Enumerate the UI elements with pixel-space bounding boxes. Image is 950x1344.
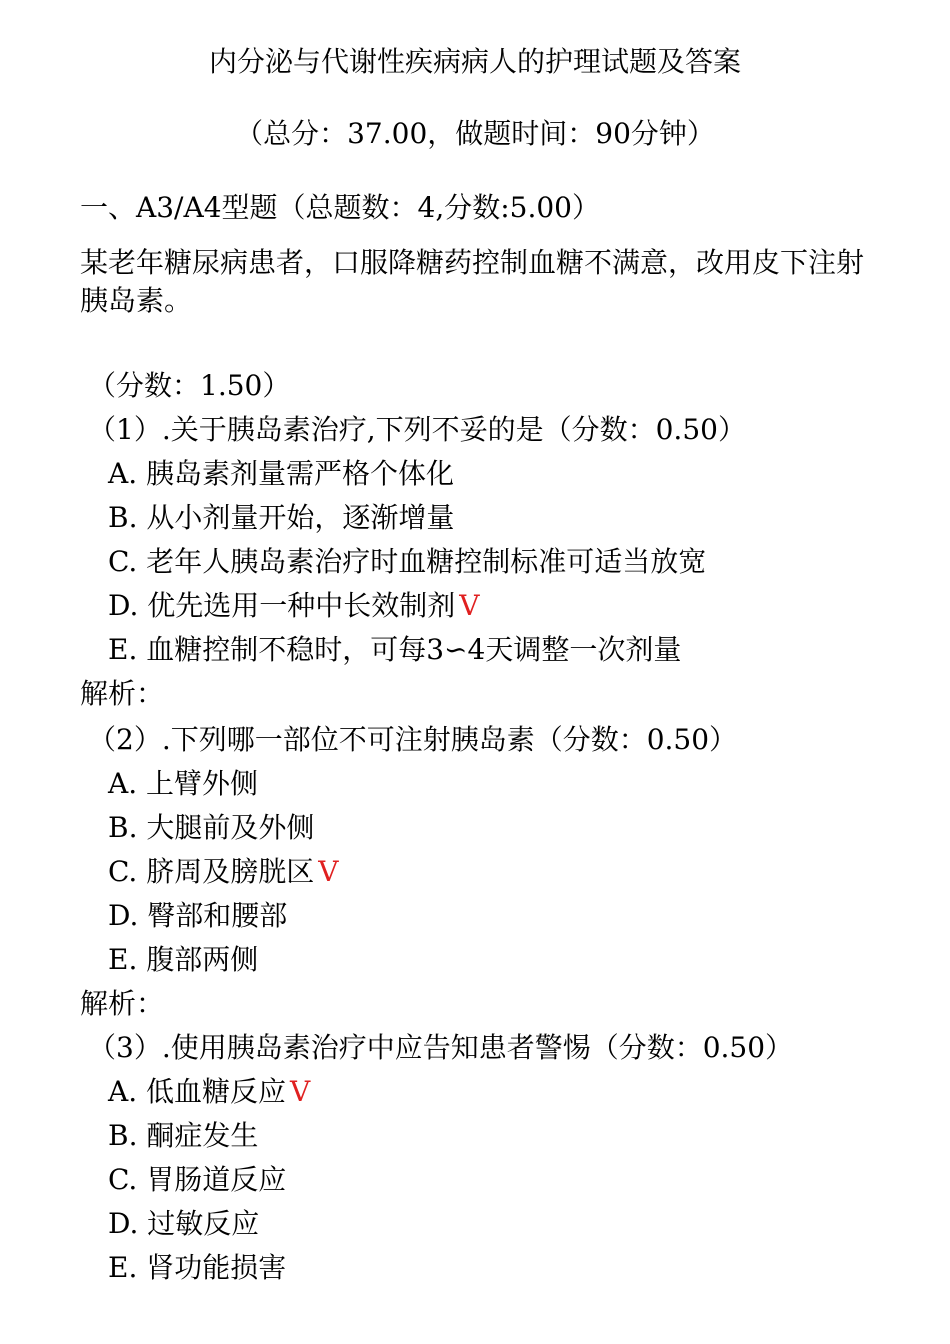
option-text: D. 臀部和腰部 bbox=[108, 899, 288, 932]
correct-answer-mark: V bbox=[459, 589, 480, 622]
option-text: E. 腹部两侧 bbox=[108, 943, 259, 976]
question-3-option-c bbox=[108, 1162, 286, 1198]
question-2-option-a bbox=[108, 766, 258, 802]
question-1-explanation-label: 解析： bbox=[80, 677, 165, 710]
question-3-stem: （3）.使用胰岛素治疗中应告知患者警惕（分数：0.50） bbox=[88, 1031, 794, 1064]
option-text: B. 酮症发生 bbox=[108, 1119, 259, 1152]
option-text: A. 胰岛素剂量需严格个体化 bbox=[108, 457, 455, 490]
option-text: C. 老年人胰岛素治疗时血糖控制标准可适当放宽 bbox=[108, 545, 707, 578]
question-2-stem: （2）.下列哪一部位不可注射胰岛素（分数：0.50） bbox=[88, 723, 738, 756]
correct-answer-mark: V bbox=[290, 1075, 311, 1108]
option-text: D. 过敏反应 bbox=[108, 1207, 260, 1240]
question-1-option-d bbox=[108, 588, 480, 624]
question-1-option-b bbox=[108, 500, 454, 536]
option-text: E. 血糖控制不稳时，可每3∽4天调整一次剂量 bbox=[108, 633, 682, 666]
group-score: （分数：1.50） bbox=[88, 369, 291, 402]
question-1-option-c bbox=[108, 544, 706, 580]
question-3-option-a bbox=[108, 1074, 310, 1110]
question-1-option-e bbox=[108, 632, 681, 668]
document-title: 内分泌与代谢性疾病病人的护理试题及答案 bbox=[208, 45, 741, 78]
question-2-option-d bbox=[108, 898, 287, 934]
option-text: C. 胃肠道反应 bbox=[108, 1163, 287, 1196]
option-text: B. 大腿前及外侧 bbox=[108, 811, 315, 844]
question-2-explanation-label: 解析： bbox=[80, 987, 165, 1020]
correct-answer-mark: V bbox=[318, 855, 339, 888]
option-text: A. 低血糖反应 bbox=[108, 1075, 287, 1108]
document-subtitle: （总分：37.00，做题时间：90分钟） bbox=[235, 117, 715, 150]
question-1-option-a bbox=[108, 456, 454, 492]
option-text: C. 脐周及膀胱区 bbox=[108, 855, 315, 888]
option-text: E. 肾功能损害 bbox=[108, 1251, 287, 1284]
question-1-stem: （1）.关于胰岛素治疗,下列不妥的是（分数：0.50） bbox=[88, 413, 746, 446]
option-text: A. 上臂外侧 bbox=[108, 767, 259, 800]
question-3-option-e bbox=[108, 1250, 286, 1286]
option-text: D. 优先选用一种中长效制剂 bbox=[108, 589, 456, 622]
question-2-option-b bbox=[108, 810, 314, 846]
question-2-option-c bbox=[108, 854, 338, 890]
question-3-option-b bbox=[108, 1118, 258, 1154]
section-heading: 一、A3/A4型题（总题数：4,分数:5.00） bbox=[80, 191, 600, 224]
question-2-option-e bbox=[108, 942, 258, 978]
question-3-option-d bbox=[108, 1206, 259, 1242]
case-stem: 某老年糖尿病患者，口服降糖药控制血糖不满意，改用皮下注射胰岛素。 bbox=[80, 246, 865, 317]
option-text: B. 从小剂量开始，逐渐增量 bbox=[108, 501, 455, 534]
